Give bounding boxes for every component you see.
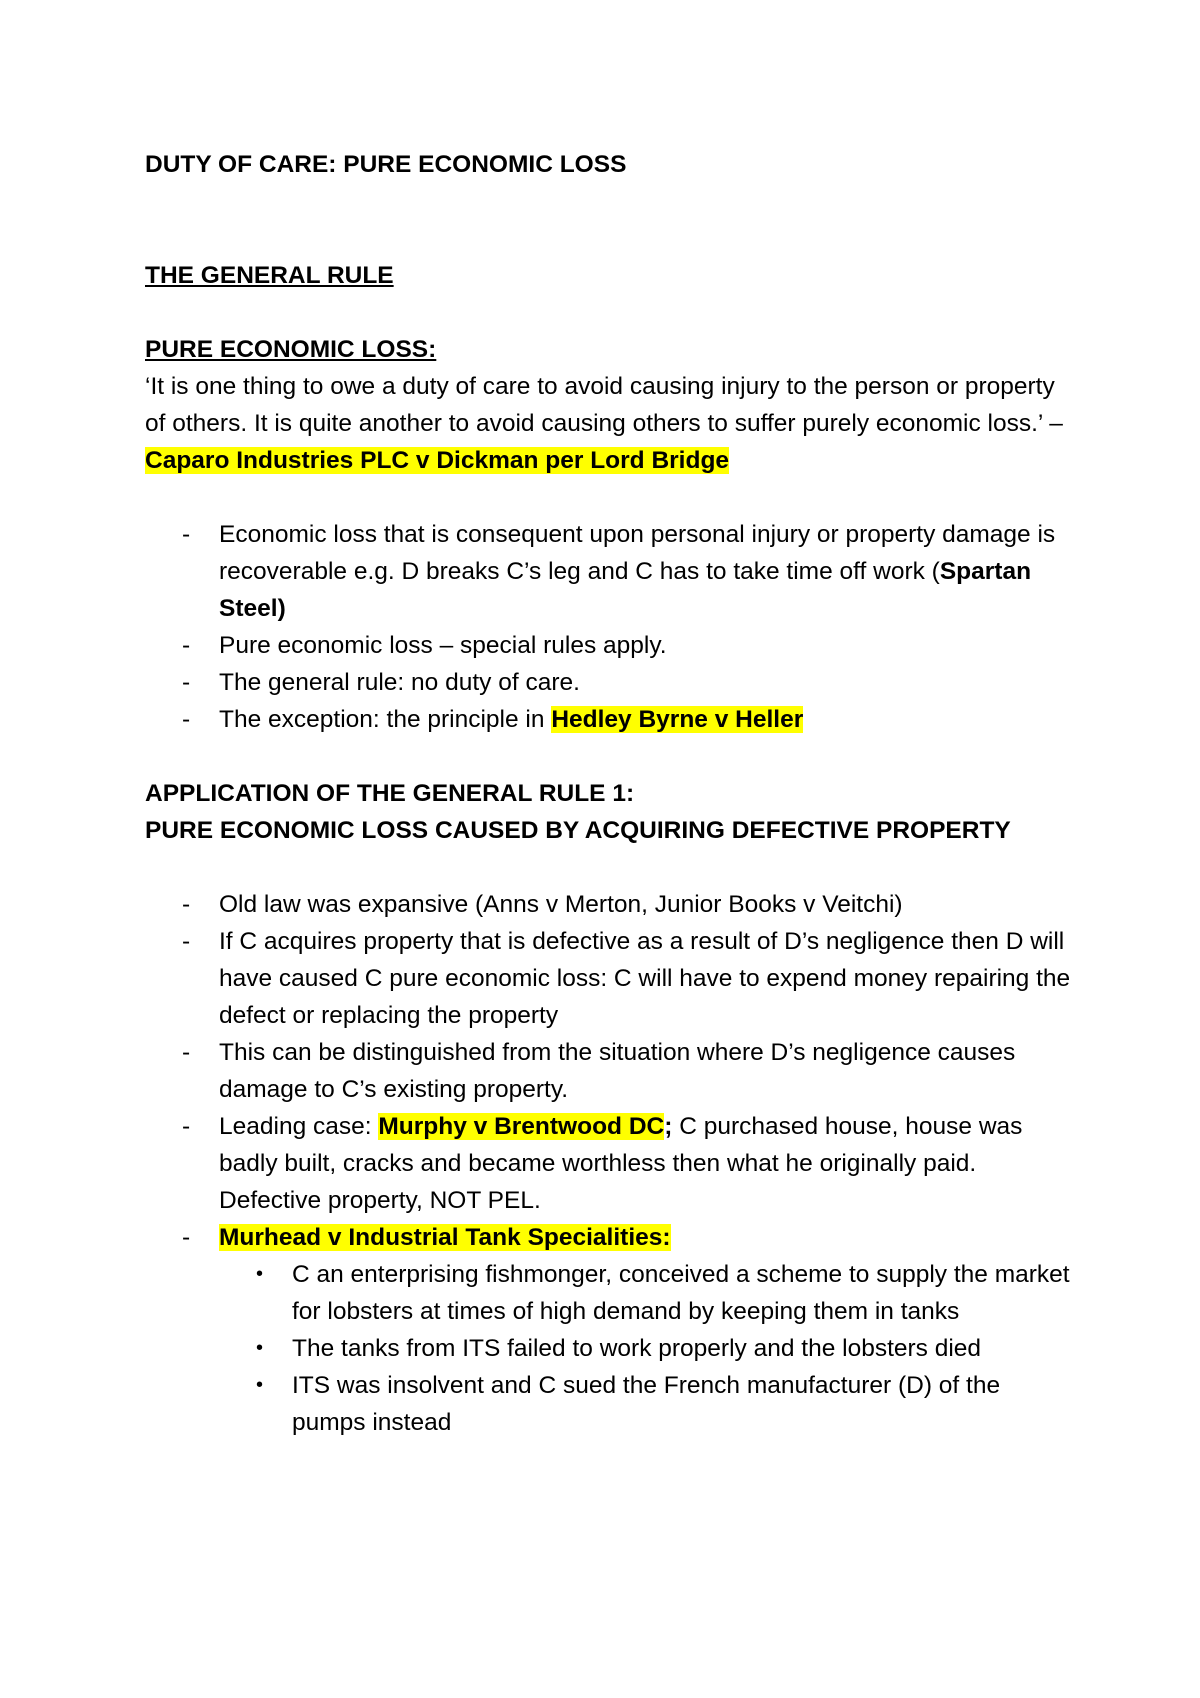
list-item — [145, 701, 1075, 738]
list-item — [145, 627, 1075, 664]
list-item-text: If C acquires property that is defective as a result of D’s negligence then D will have caused C pure economic loss: C will have to expend money repairing the defect or replacing the property — [219, 928, 1071, 1029]
case-citation-murhead: Murhead v Industrial Tank Specialities: — [219, 1224, 671, 1251]
list-item-text: Leading case: — [219, 1113, 379, 1140]
section-subheading-defective-property: PURE ECONOMIC LOSS CAUSED BY ACQUIRING DEFECTIVE PROPERTY — [145, 817, 1011, 844]
document-title: DUTY OF CARE: PURE ECONOMIC LOSS — [145, 151, 627, 178]
list-item — [145, 923, 1075, 1034]
sub-list-item — [219, 1256, 1075, 1330]
quote-paragraph — [145, 368, 1075, 479]
list-item-text: ; — [664, 1113, 673, 1140]
case-citation-murphy: Murphy v Brentwood DC — [378, 1113, 665, 1140]
list-item — [145, 1034, 1075, 1108]
list-item-text: C purchased house, house was badly built, cracks and became worthless then what he originally paid. Defective property, NOT PEL. — [219, 1113, 1023, 1214]
spacer — [145, 849, 1075, 886]
case-citation-caparo: Caparo Industries PLC v Dickman per Lord Bridge — [145, 447, 730, 474]
case-citation-spartan-steel: Spartan Steel — [219, 558, 1032, 622]
list-item — [145, 886, 1075, 923]
application-list — [145, 886, 1075, 1441]
document-body — [145, 146, 1075, 1441]
sub-list-item — [219, 1367, 1075, 1441]
spacer — [145, 738, 1075, 775]
murhead-facts-list — [219, 1256, 1075, 1441]
case-citation-hedley-byrne: Hedley Byrne v Heller — [551, 706, 804, 733]
list-item-text: The general rule: no duty of care. — [219, 669, 580, 696]
list-item — [145, 516, 1075, 627]
subheading-pure-economic-loss: PURE ECONOMIC LOSS: — [145, 336, 437, 363]
general-rule-list — [145, 516, 1075, 738]
list-item-text: Old law was expansive (Anns v Merton, Junior Books v Veitchi) — [219, 891, 903, 918]
list-item-text: The exception: the principle in — [219, 706, 552, 733]
spacer — [145, 479, 1075, 516]
list-item — [145, 1108, 1075, 1219]
section-heading-general-rule: THE GENERAL RULE — [145, 262, 394, 289]
section-heading-application-1: APPLICATION OF THE GENERAL RULE 1: — [145, 780, 635, 807]
list-item-text: This can be distinguished from the situation where D’s negligence causes damage to C’s existing property. — [219, 1039, 1016, 1103]
list-item-text: Pure economic loss – special rules apply. — [219, 632, 667, 659]
list-item — [145, 664, 1075, 701]
quote-text: ‘It is one thing to owe a duty of care to avoid causing injury to the person or property of others. It is quite another to avoid causing others to suffer purely economic loss.’ – — [145, 373, 1063, 437]
list-item-text: Economic loss that is consequent upon personal injury or property damage is recoverable e.g. D breaks C’s leg and C has to take time off work ( — [219, 521, 1056, 585]
list-item-text: ) — [277, 595, 286, 622]
sub-list-item-text: C an enterprising fishmonger, conceived a scheme to supply the market for lobsters at times of high demand by keeping them in tanks — [292, 1261, 1070, 1325]
spacer — [145, 294, 1075, 331]
sub-list-item — [219, 1330, 1075, 1367]
sub-list-item-text: ITS was insolvent and C sued the French manufacturer (D) of the pumps instead — [292, 1372, 1001, 1436]
spacer — [145, 183, 1075, 257]
sub-list-item-text: The tanks from ITS failed to work properly and the lobsters died — [292, 1335, 982, 1362]
list-item — [145, 1219, 1075, 1441]
